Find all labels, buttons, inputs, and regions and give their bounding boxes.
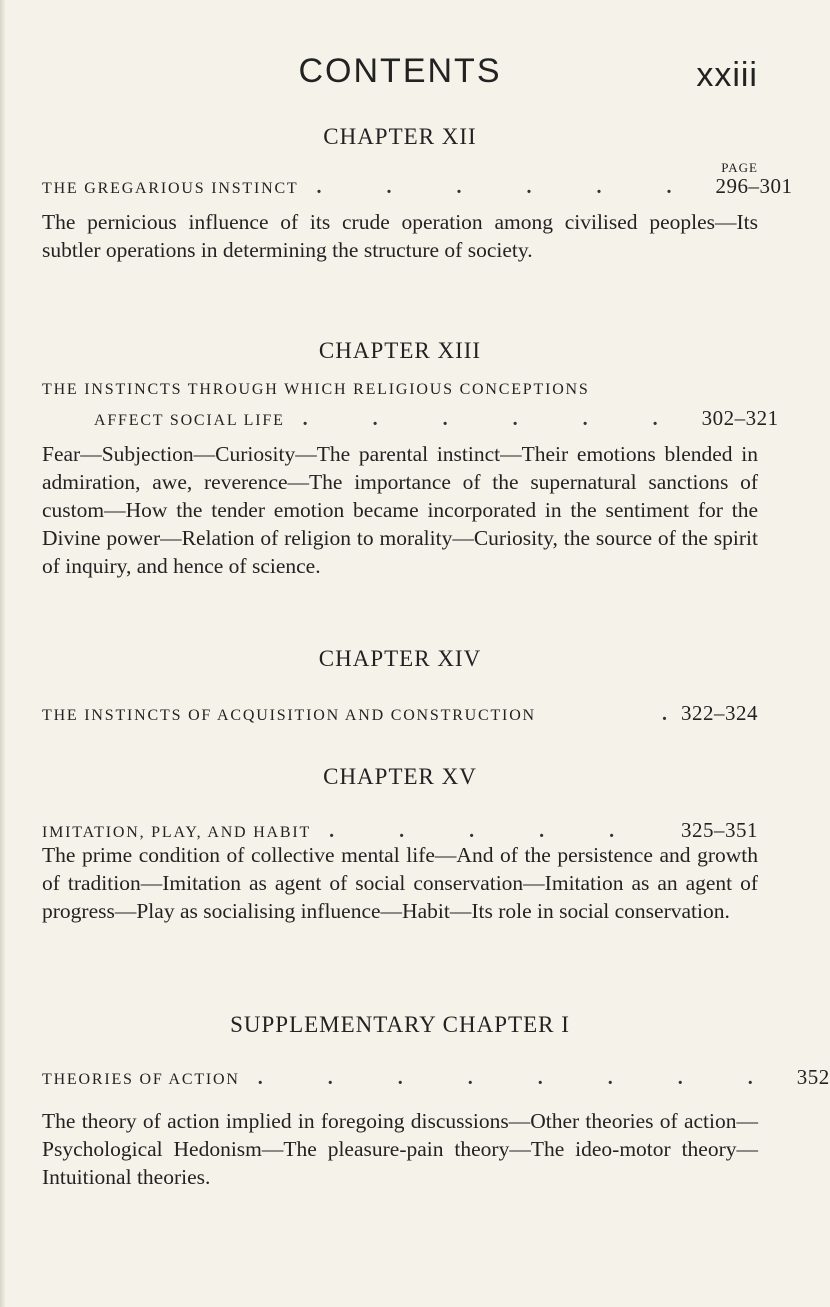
- chapter-title: THE INSTINCTS OF ACQUISITION AND CONSTRUCTION: [42, 707, 536, 724]
- chapter-summary: The prime condition of collective mental life—And of the persistence and growth of tradition—Imitation as agent of social conservation—Imitation as an agent of progress—Play as socialising influence—Habit—Its role in social conservation.: [42, 843, 758, 923]
- running-head: [0, 52, 800, 102]
- page-range: 302–321: [701, 406, 779, 430]
- dot-leaders: .: [662, 703, 667, 725]
- chapter-heading: SUPPLEMENTARY CHAPTER I: [230, 1012, 570, 1037]
- toc-entry: [42, 818, 758, 843]
- page-range: 325–351: [681, 818, 758, 842]
- chapter-title-continued: AFFECT SOCIAL LIFE: [94, 412, 285, 429]
- chapter-summary: Fear—Subjection—Curiosity—The parental instinct—Their emotions blended in admiration, awe, reverence—The importance of the supernatural sanctions of custom—How the tender emotion became incorporated in the sentiment for the Divine power—Relation of religion to morality—Curiosity, the source of the spirit of inquiry, and hence of science.: [42, 442, 758, 578]
- dot-leaders: . . . . . . . .: [257, 1067, 783, 1089]
- chapter-heading: CHAPTER XV: [323, 764, 477, 789]
- chapter-title: THE INSTINCTS THROUGH WHICH RELIGIOUS CONCEPTIONS: [42, 381, 590, 398]
- chapter-title: THE GREGARIOUS INSTINCT: [42, 180, 299, 197]
- chapter-summary: The pernicious influence of its crude operation among civilised peoples—Its subtler operations in determining the structure of society.: [42, 210, 758, 262]
- page-number: xxiii: [696, 56, 758, 94]
- page-range: 322–324: [681, 701, 758, 725]
- dot-leaders: . . . . .: [329, 820, 645, 842]
- page-range: 296–301: [715, 174, 793, 198]
- toc-entry: [94, 406, 779, 431]
- toc-entry: [42, 174, 793, 199]
- chapter-title: IMITATION, PLAY, AND HABIT: [42, 824, 312, 841]
- dot-leaders: . . . . . .: [316, 176, 702, 198]
- chapter-summary: The theory of action implied in foregoing discussions—Other theories of action—Psychological Hedonism—The pleasure-pain theory—The ideo-motor theory—Intuitional theories.: [42, 1109, 758, 1189]
- dot-leaders: . . . . . .: [302, 408, 688, 430]
- chapter-heading: CHAPTER XII: [323, 124, 477, 149]
- page-column-label: PAGE: [721, 160, 758, 175]
- chapter-heading: CHAPTER XIII: [318, 338, 482, 363]
- running-title: CONTENTS: [298, 52, 502, 90]
- toc-entry: [42, 701, 758, 726]
- toc-entry: [42, 1065, 830, 1090]
- chapter-title: THEORIES OF ACTION: [42, 1071, 240, 1088]
- chapter-heading: CHAPTER XIV: [318, 646, 482, 671]
- page-range: 352: [796, 1065, 830, 1089]
